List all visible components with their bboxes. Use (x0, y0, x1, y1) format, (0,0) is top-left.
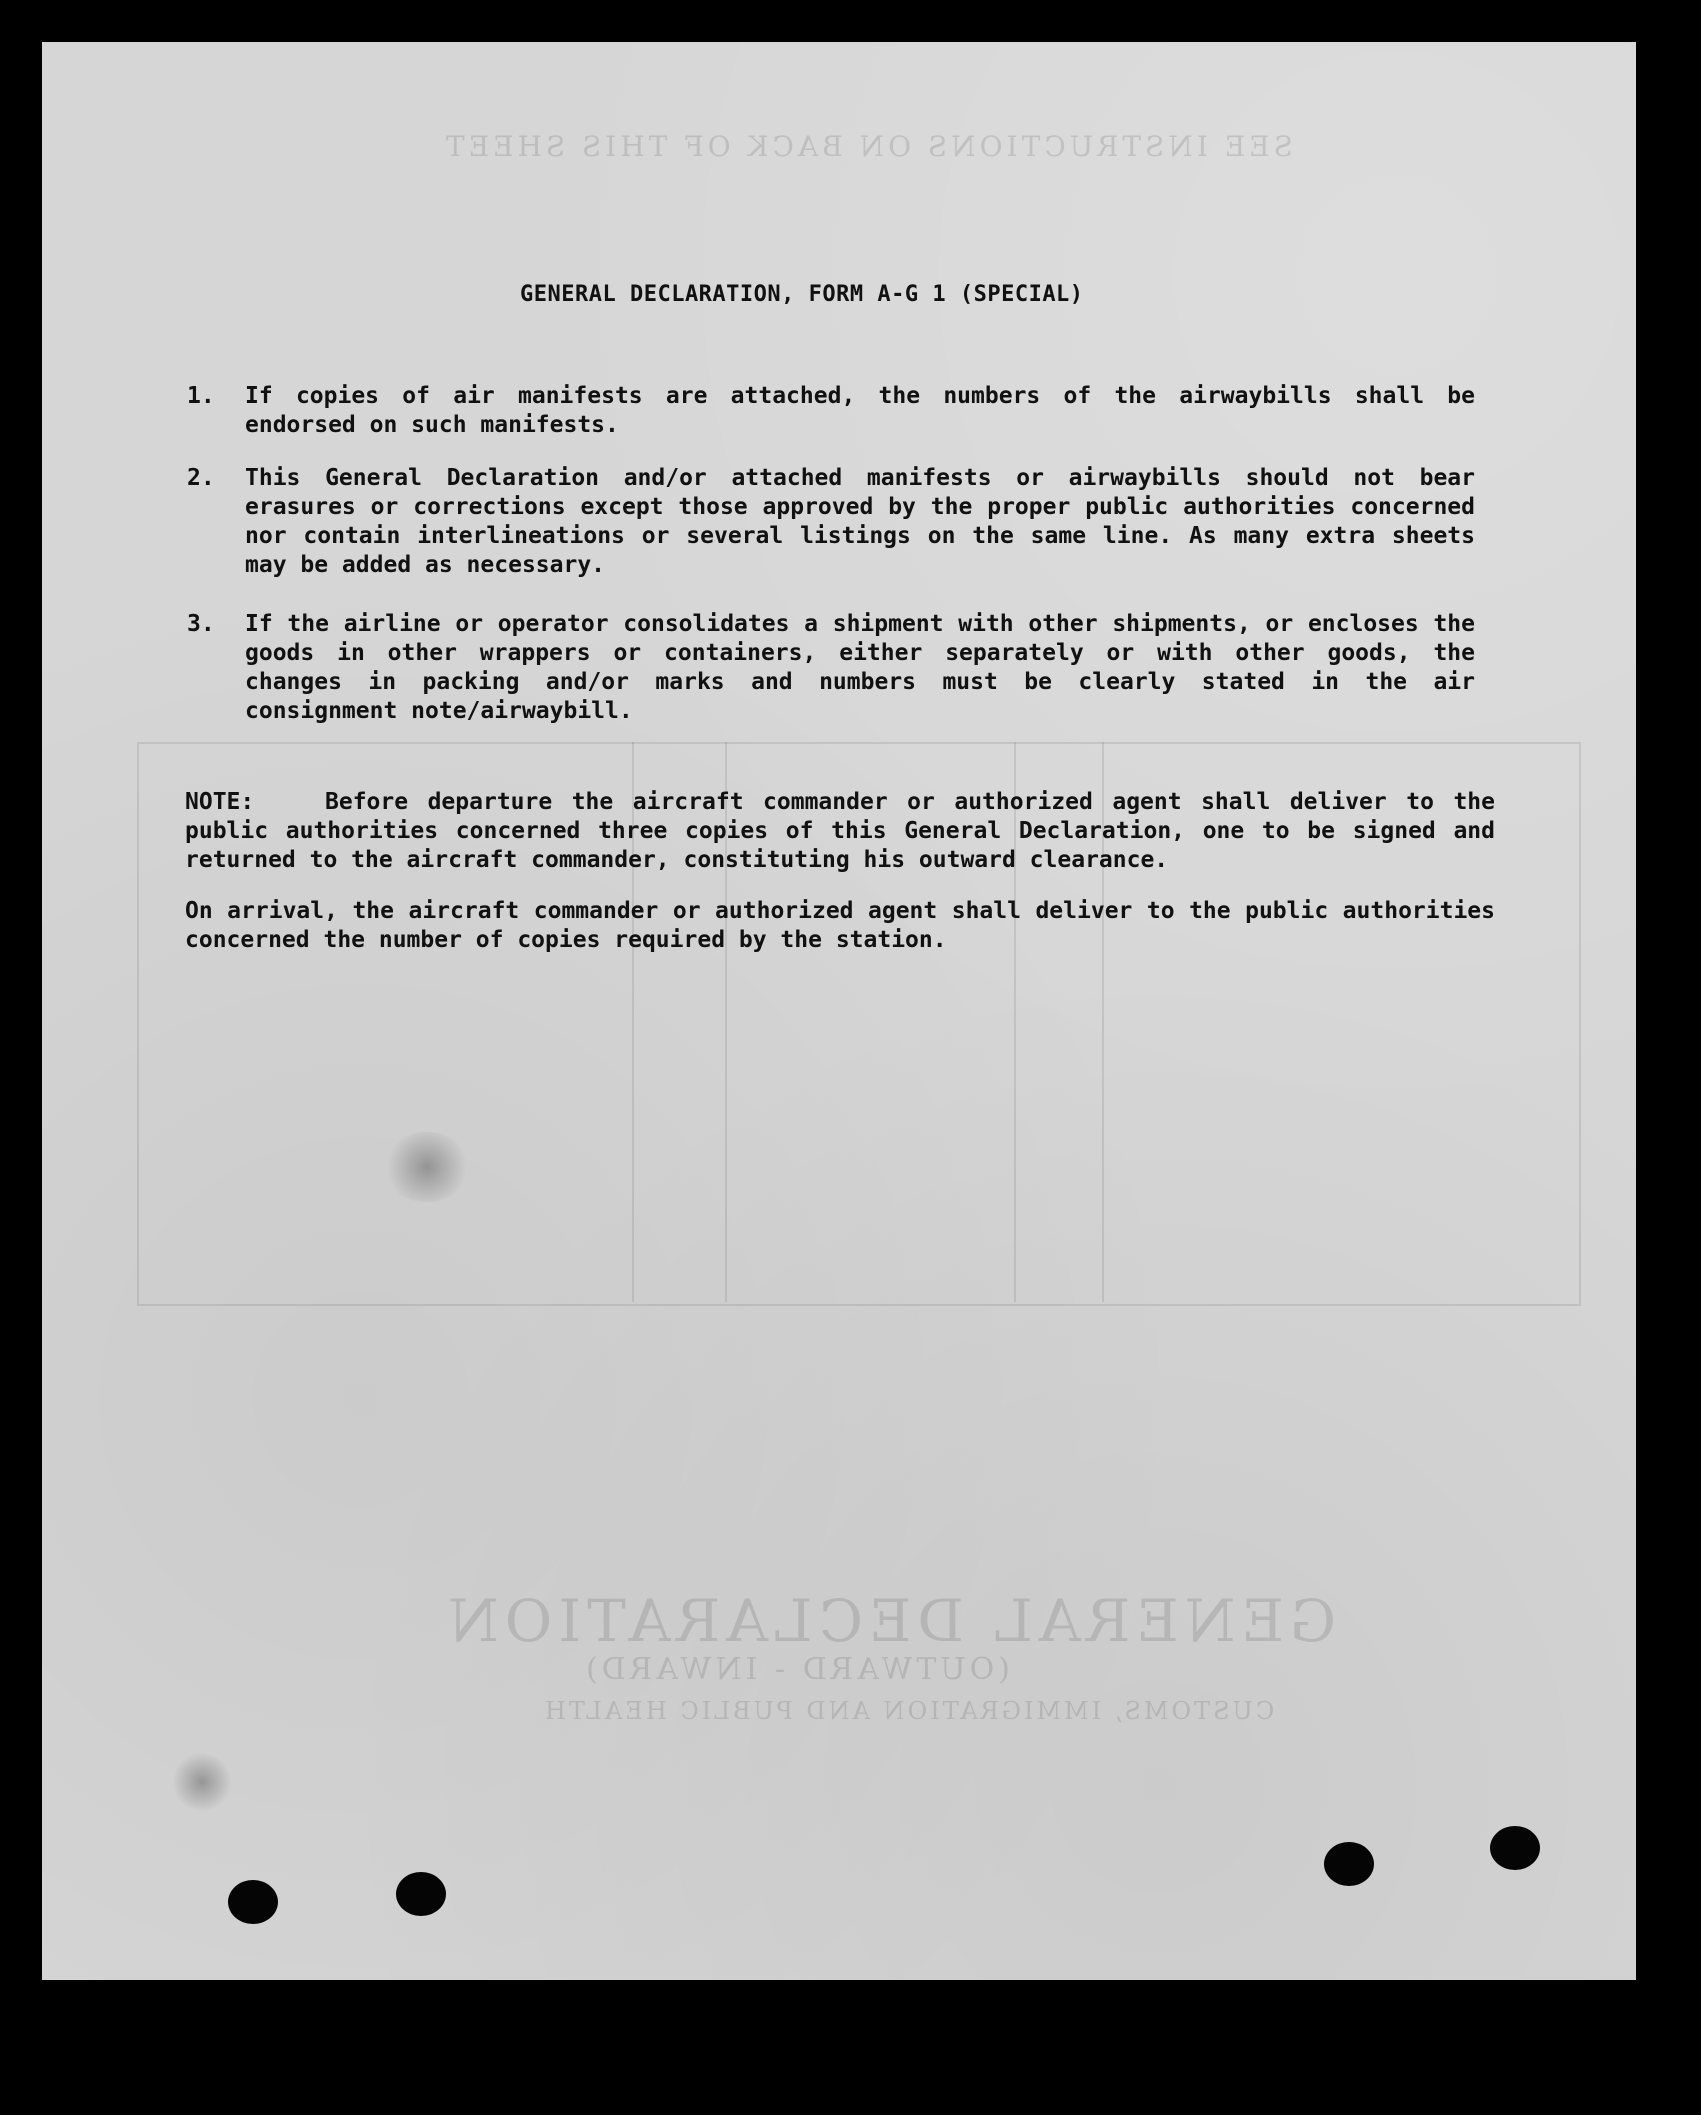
punch-hole (228, 1880, 278, 1924)
note-label: NOTE: (185, 789, 255, 815)
note-block (185, 788, 1495, 977)
item-number: 1. (187, 383, 215, 409)
item-number: 2. (187, 465, 215, 491)
document-page (42, 42, 1636, 1980)
punch-hole (396, 1872, 446, 1916)
note-paragraph: On arrival, the aircraft commander or authorized agent shall deliver to the public authorities concerned the number of copies required by the station. (185, 898, 1495, 953)
item-text: This General Declaration and/or attached manifests or airwaybills should not bear erasures or corrections except those approved by the proper public authorities concerned nor contain interlineations or several listings on the same line. As many extra sheets may be added as necessary. (245, 465, 1475, 578)
document-heading: GENERAL DECLARATION, FORM A-G 1 (SPECIAL) (520, 282, 1084, 307)
item-text: If copies of air manifests are attached, the numbers of the airwaybills shall be endorsed on such manifests. (245, 383, 1475, 438)
show-through-header: SEE INSTRUCTIONS ON BACK OF THIS SHEET (442, 130, 1293, 163)
note-paragraph (185, 788, 1495, 875)
item-text: If the airline or operator consolidates a shipment with other shipments, or encloses the goods in other wrappers or containers, either separately or with other goods, the changes in packing and/or marks and numbers must be clearly stated in the air consignment note/airwaybill. (245, 611, 1475, 724)
show-through-subtitle: (OUTWARD - INWARD) (582, 1652, 1010, 1687)
instruction-item (187, 382, 1487, 442)
punch-hole (1324, 1842, 1374, 1886)
ink-smudge (172, 1752, 232, 1812)
ink-smudge (382, 1132, 472, 1202)
instruction-item (187, 610, 1487, 730)
punch-hole (1490, 1826, 1540, 1870)
item-number: 3. (187, 611, 215, 637)
show-through-title: GENERAL DECLARATION (442, 1587, 1337, 1655)
note-text: Before departure the aircraft commander or authorized agent shall deliver to the public authorities concerned three copies of this General Declaration, one to be signed and returned to the aircraft commander, constituting his outward clearance. (185, 789, 1495, 873)
show-through-caption: CUSTOMS, IMMIGRATION AND PUBLIC HEALTH (542, 1697, 1275, 1725)
instruction-item (187, 464, 1487, 584)
